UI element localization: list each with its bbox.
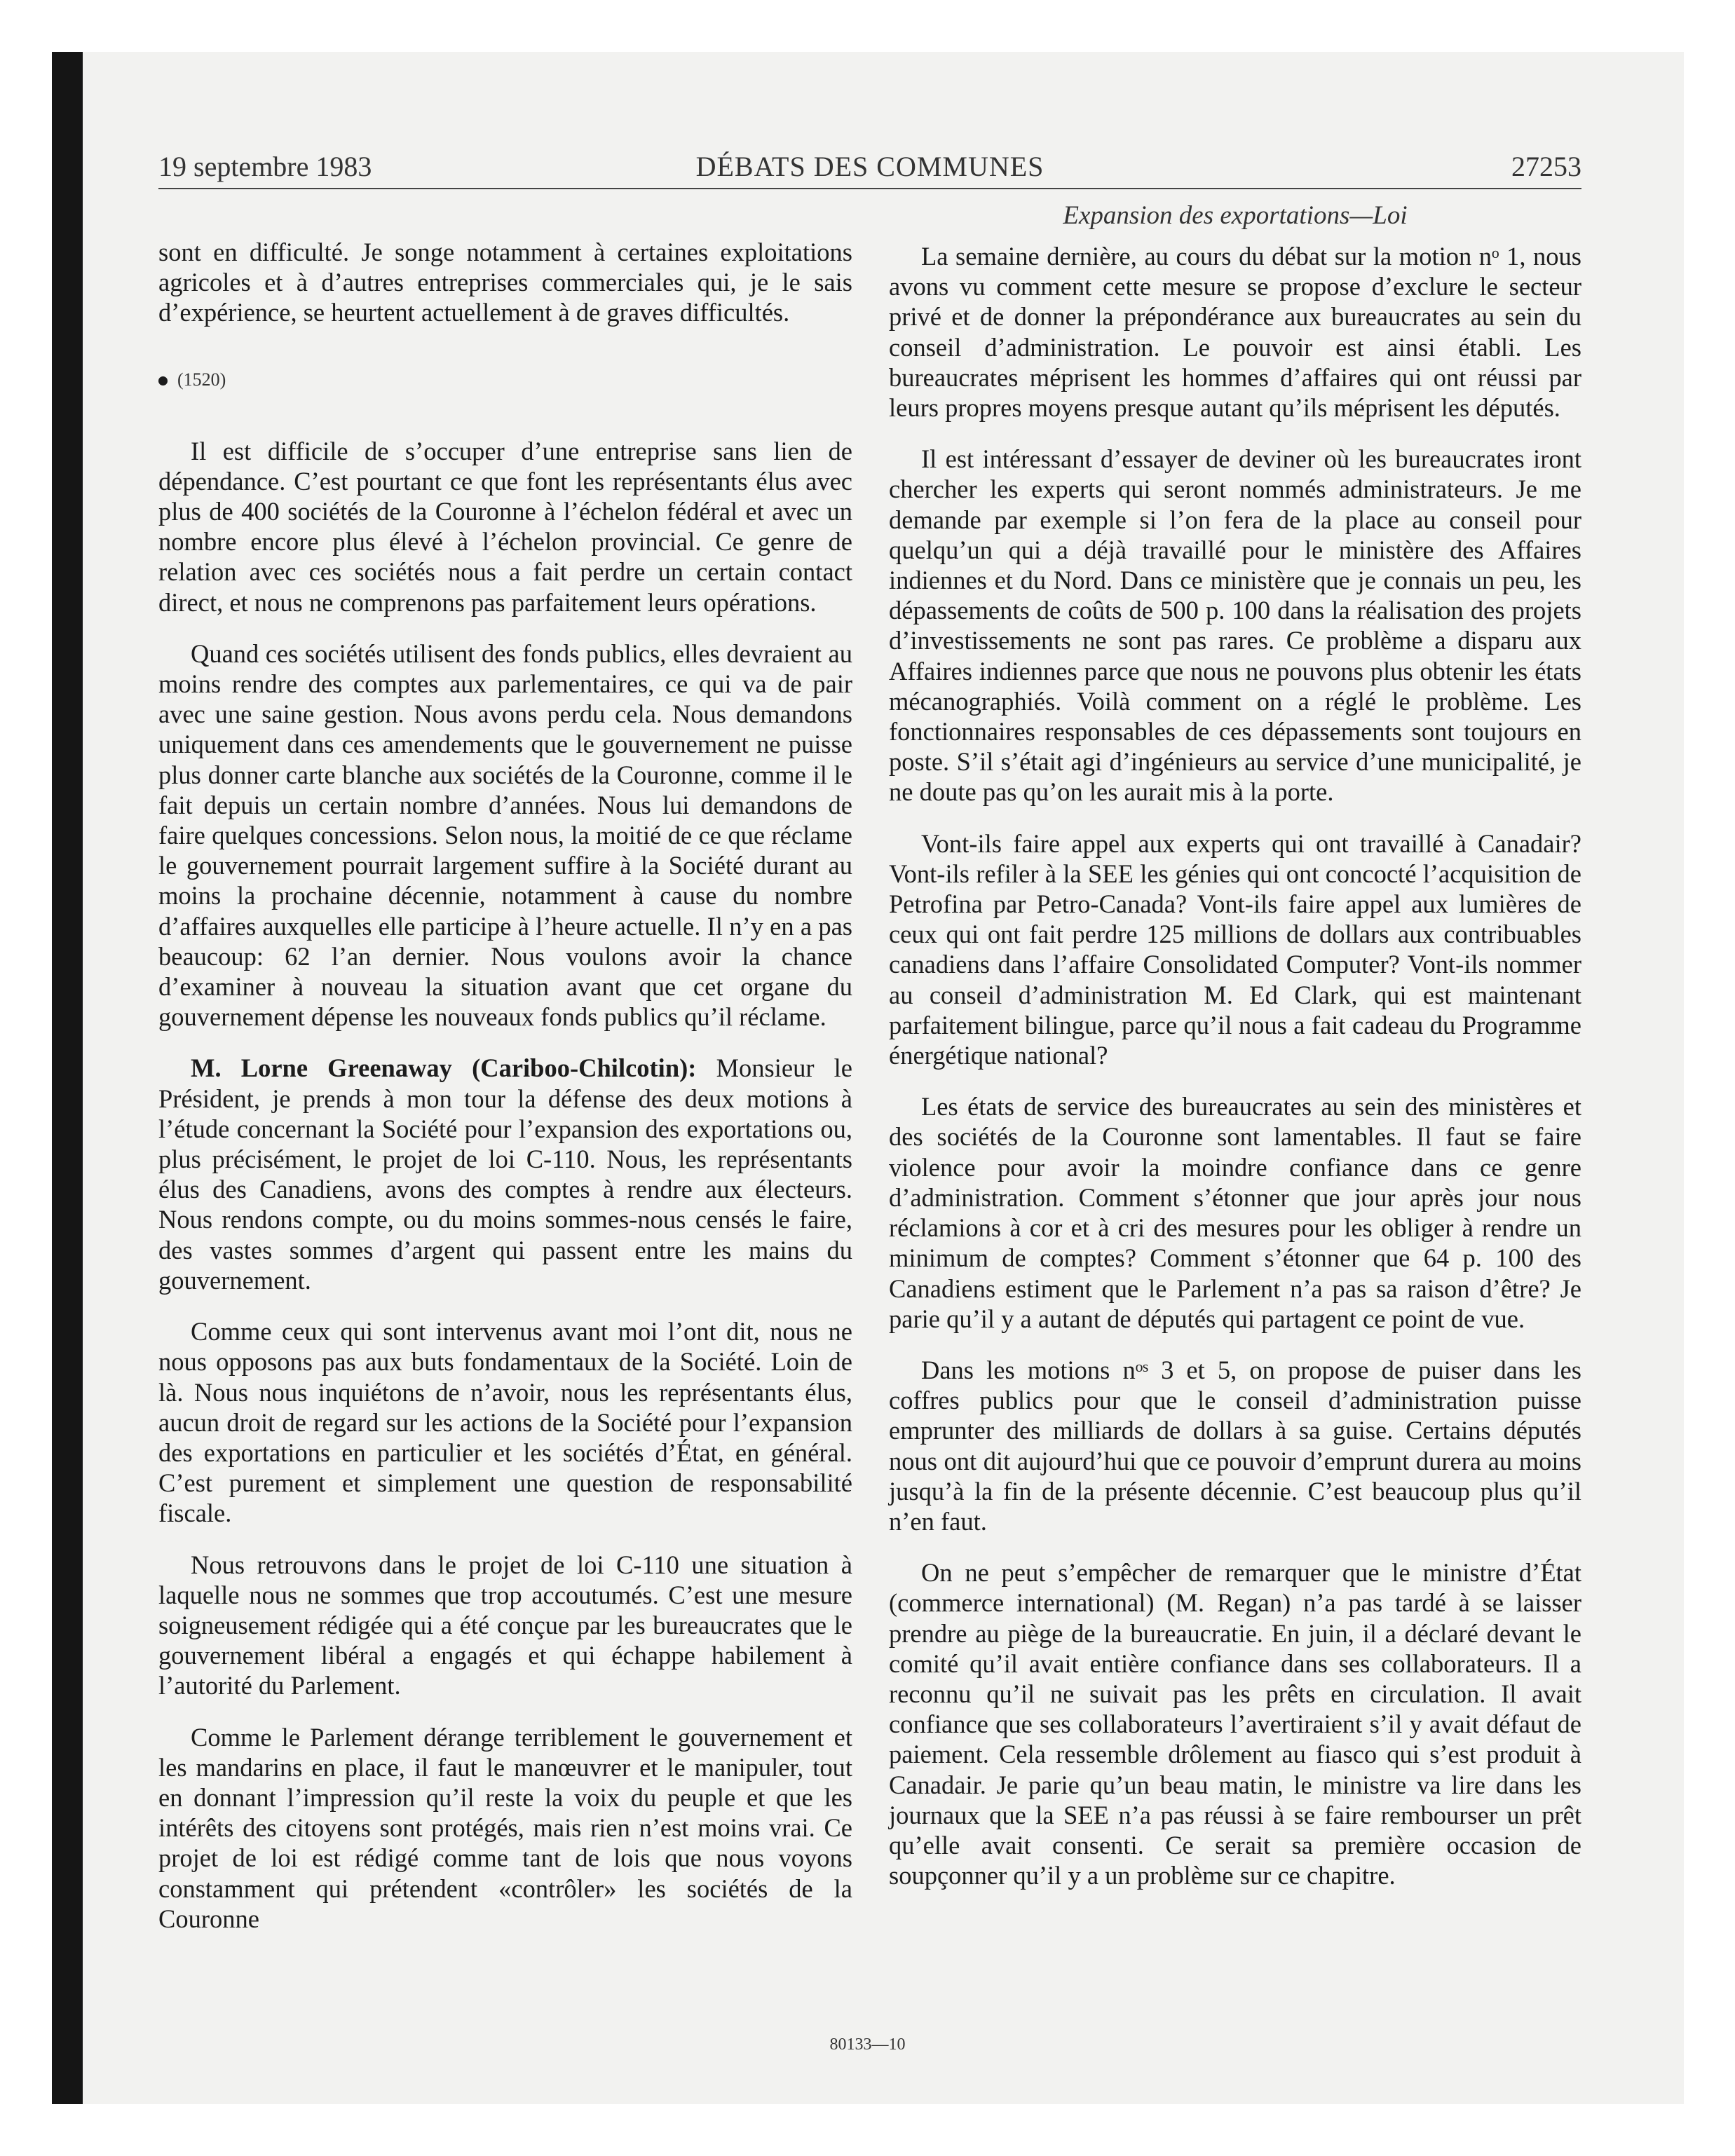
paragraph: Les états de service des bureaucrates au sein des ministères et des sociétés de la Couronne sont lamentables. Il faut se faire violence pour avoir la moindre confiance dans ce genre d’administration. Comment s’étonner que jour après jour nous réclamions à cor et à cri des mesures pour les obliger à rendre un minimum de comptes? Comment s’étonner que 64 p. 100 des Canadiens estiment que le Parlement n’a pas sa raison d’être? Je parie qu’il y a autant de députés qui partagent ce point de vue. <box>889 1092 1581 1333</box>
paragraph: Il est intéressant d’essayer de deviner où les bureaucrates iront chercher les experts qui seront nommés administrateurs. Je me demande par exemple si l’on fera de la place au conseil pour quelqu’un qui a déjà travaillé pour le ministère des Affaires indiennes et du Nord. Dans ce ministère que je connais un peu, les dépassements de coûts de 500 p. 100 dans la réalisation des projets d’investissements ne sont pas rares. Ce problème a disparu aux Affaires indiennes parce que nous ne pouvons plus obtenir les états mécanographiés. Voilà comment on a réglé le problème. Les fonctionnaires responsables de ces dépassements sont toujours en poste. S’il s’était agi d’ingénieurs au service d’une municipalité, je ne doute pas qu’on les aurait mis à la porte. <box>889 444 1581 807</box>
header-rule <box>158 188 1581 189</box>
bullet-icon <box>158 376 168 386</box>
paragraph: On ne peut s’empêcher de remarquer que le ministre d’État (commerce international) (M. Regan) n’a pas tardé à se laisser prendre au piège de la bureaucratie. En juin, il a déclaré devant le comité qu’il avait entière confiance dans ses collaborateurs. Il a reconnu qu’il ne suivait pas les prêts en circulation. Il avait confiance que ses collaborateurs l’avertiraient s’il y avait défaut de paiement. Cela ressemble drôlement au fiasco qui s’est produit à Canadair. Je parie qu’un beau matin, le ministre va lire dans les journaux que la SEE n’a pas réussi à se faire rembourser un prêt qu’elle avait consenti. Ce serait sa première occasion de soupçonner qu’il y a un problème sur ce chapitre. <box>889 1558 1581 1890</box>
header-date: 19 septembre 1983 <box>158 151 372 182</box>
paragraph: Il est difficile de s’occuper d’une entreprise sans lien de dépendance. C’est pourtant ce que font les représentants élus avec plus de 400 sociétés de la Couronne à l’échelon fédéral et avec un nombre encore plus élevé à l’échelon provincial. Ce genre de relation avec ces sociétés nous a fait perdre un certain contact direct, et nous ne comprenons pas parfaitement leurs opérations. <box>158 436 852 617</box>
header-page-number: 27253 <box>1511 151 1581 182</box>
footer-code: 80133—10 <box>829 2035 906 2054</box>
paragraph: La semaine dernière, au cours du débat sur la motion nᵒ 1, nous avons vu comment cette mesure se propose d’exclure le secteur privé et de donner la prépondérance aux bureaucrates au sein du conseil d’administration. Le pouvoir est ainsi établi. Les bureaucrates méprisent les hommes d’affaires qui ont réussi par leurs propres moyens presque autant qu’ils méprisent les députés. <box>889 242 1581 423</box>
scan-edge <box>52 52 83 2104</box>
paragraph: Vont-ils faire appel aux experts qui ont travaillé à Canadair? Vont-ils refiler à la SEE les génies qui ont concocté l’acquisition de Petrofina par Petro-Canada? Vont-ils faire appel aux lumières de ceux qui ont fait perdre 125 millions de dollars aux contribuables canadiens dans l’affaire Consolidated Computer? Vont-ils nommer au conseil d’administration M. Ed Clark, qui est maintenant parfaitement bilingue, parce qu’il nous a fait cadeau du Programme énergétique national? <box>889 828 1581 1070</box>
header-publication: DÉBATS DES COMMUNES <box>695 151 1045 182</box>
paragraph: Comme le Parlement dérange terriblement le gouvernement et les mandarins en place, il faut le manœuvrer et le manipuler, tout en donnant l’impression qu’il reste la voix du peuple et que les intérêts des citoyens sont protégés, mais rien n’est moins vrai. Ce projet de loi est rédigé comme tant de lois que nous voyons constamment qui prétendent «contrôler» les sociétés de la Couronne <box>158 1722 852 1933</box>
speaker-text: Monsieur le Président, je prends à mon tour la défense des deux motions à l’étude concernant la Société pour l’expansion des exportations ou, plus précisément, le projet de loi C-110. Nous, les représentants élus des Canadiens, avons des comptes à rendre aux électeurs. Nous rendons compte, ou du moins sommes-nous censés le faire, des vastes sommes d’argent qui passent entre les mains du gouvernement. <box>158 1053 852 1295</box>
paragraph: Dans les motions nᵒˢ 3 et 5, on propose de puiser dans les coffres publics pour que le conseil d’administration puisse emprunter des milliards de dollars à sa guise. Certains députés nous ont dit aujourd’hui que ce pouvoir d’emprunt durera au moins jusqu’à la fin de la présente décennie. C’est beaucoup plus qu’il n’en faut. <box>889 1355 1581 1536</box>
paragraph: Comme ceux qui sont intervenus avant moi l’ont dit, nous ne nous opposons pas aux buts fondamentaux de la Société. Loin de là. Nous nous inquiétons de n’avoir, nous les représentants élus, aucun droit de regard sur les actions de la Société pour l’expansion des exportations en particulier et les sociétés d’État, en général. C’est purement et simplement une question de responsabilité fiscale. <box>158 1317 852 1528</box>
paragraph-continuation: sont en difficulté. Je songe notamment à certaines exploitations agricoles et à d’autres entreprises commerciales qui, je le sais d’expérience, se heurtent actuellement à de graves difficultés. <box>158 238 852 327</box>
paragraph: Quand ces sociétés utilisent des fonds publics, elles devraient au moins rendre des comptes aux parlementaires, ce qui va de pair avec une saine gestion. Nous avons perdu cela. Nous demandons uniquement dans ces amendements que le gouvernement ne puisse plus donner carte blanche aux sociétés de la Couronne, comme il le fait depuis un certain nombre d’années. Nous lui demandons de faire quelques concessions. Selon nous, la moitié de ce que réclame le gouvernement pourrait largement suffire à la Société durant au moins la prochaine décennie, notamment à cause du nombre d’affaires auxquelles elle participe à l’heure actuelle. Il n’y en a pas beaucoup: 62 l’an dernier. Nous voulons avoir la chance d’examiner à nouveau la situation avant que cet organe du gouvernement dépense les nouveaux fonds publics qu’il réclame. <box>158 639 852 1032</box>
running-title: Expansion des exportations—Loi <box>1063 201 1408 230</box>
right-column <box>889 200 1581 1911</box>
speaker-paragraph <box>158 1053 852 1295</box>
left-column <box>158 237 852 1955</box>
time-marker-label: (1520) <box>177 369 226 390</box>
speaker-name: M. Lorne Greenaway (Cariboo-Chilcotin): <box>191 1053 697 1083</box>
page-header <box>158 147 1581 186</box>
time-marker <box>158 367 852 393</box>
paragraph: Nous retrouvons dans le projet de loi C-110 une situation à laquelle nous ne sommes que trop accoutumés. C’est une mesure soigneusement rédigée qui a été conçue par les bureaucrates que le gouvernement libéral a engagés et qui échappe habilement à l’autorité du Parlement. <box>158 1550 852 1700</box>
